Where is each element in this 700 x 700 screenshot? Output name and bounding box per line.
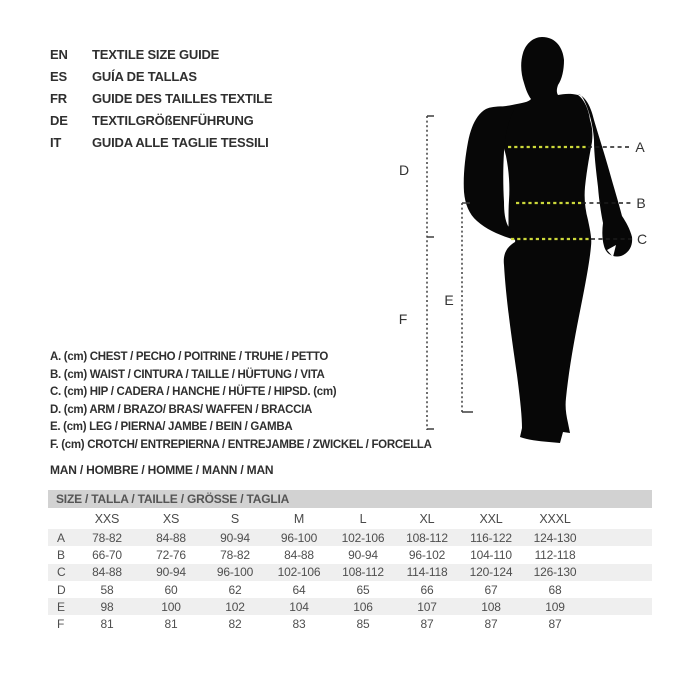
- size-table-title: SIZE / TALLA / TAILLE / GRÖSSE / TAGLIA: [48, 490, 652, 508]
- row-label: E: [57, 599, 66, 614]
- size-value-cell: 96-100: [216, 565, 254, 580]
- size-column-header: XS: [162, 511, 180, 526]
- size-column-header: XXXL: [539, 511, 571, 526]
- size-table-row: [48, 546, 652, 563]
- measure-label-arm: D: [398, 162, 410, 178]
- language-title: TEXTILE SIZE GUIDE: [92, 46, 220, 62]
- measurement-legend: [50, 349, 432, 454]
- language-code: FR: [50, 90, 67, 106]
- language-title: GUÍA DE TALLAS: [92, 68, 197, 84]
- row-label: F: [57, 617, 65, 632]
- language-row: [50, 65, 272, 87]
- language-code: ES: [50, 68, 67, 84]
- size-value-cell: 112-118: [534, 547, 576, 562]
- size-value-cell: 96-102: [408, 547, 446, 562]
- man-silhouette: [486, 37, 592, 443]
- legend-line: A. (cm) CHEST / PECHO / POITRINE / TRUHE / PETTO: [50, 351, 329, 363]
- row-label: B: [57, 547, 66, 562]
- size-value-cell: 87: [484, 617, 498, 632]
- size-value-cell: 66-70: [92, 547, 122, 562]
- size-value-cell: 102-106: [341, 530, 385, 545]
- size-value-cell: 84-88: [92, 565, 122, 580]
- size-value-cell: 72-76: [156, 547, 186, 562]
- size-value-cell: 96-100: [280, 530, 318, 545]
- language-title-list: [50, 43, 272, 153]
- size-table-row: [48, 529, 652, 546]
- size-value-cell: 65: [356, 582, 370, 597]
- language-title: GUIDE DES TAILLES TEXTILE: [92, 90, 273, 106]
- size-value-cell: 109: [545, 599, 565, 614]
- size-table-row: [48, 581, 652, 598]
- size-value-cell: 108: [481, 599, 501, 614]
- size-table-row: [48, 598, 652, 615]
- legend-line: F. (cm) CROTCH/ ENTREPIERNA / ENTREJAMBE / ZWICKEL / FORCELLA: [50, 438, 432, 451]
- measure-label-chest: A: [635, 139, 645, 155]
- size-column-header: XL: [419, 511, 435, 526]
- language-row: [50, 131, 272, 153]
- language-row: [50, 43, 272, 65]
- hand-notch: [607, 245, 616, 257]
- size-value-cell: 90-94: [220, 530, 250, 545]
- size-value-cell: 102-106: [277, 565, 321, 580]
- size-value-cell: 116-122: [470, 530, 512, 545]
- row-label: C: [57, 565, 66, 580]
- size-value-cell: 98: [100, 599, 114, 614]
- size-table: [48, 490, 652, 633]
- legend-line: E. (cm) LEG / PIERNA/ JAMBE / BEIN / GAMBA: [50, 421, 293, 433]
- size-value-cell: 64: [292, 582, 306, 597]
- legend-line: B. (cm) WAIST / CINTURA / TAILLE / HÜFTUNG / VITA: [50, 368, 325, 381]
- measure-label-waist: B: [636, 195, 646, 211]
- gender-line: MAN / HOMBRE / HOMME / MANN / MAN: [50, 463, 274, 477]
- size-value-cell: 68: [548, 582, 562, 597]
- legend-line: D. (cm) ARM / BRAZO/ BRAS/ WAFFEN / BRACCIA: [50, 403, 313, 416]
- size-column-header: XXS: [94, 511, 120, 526]
- language-code: IT: [50, 134, 62, 150]
- language-row: [50, 109, 272, 131]
- measure-label-leg: E: [444, 292, 454, 308]
- size-column-header: S: [230, 511, 240, 526]
- size-value-cell: 83: [292, 617, 306, 632]
- size-value-cell: 84-88: [284, 547, 314, 562]
- size-value-cell: 104-110: [470, 547, 512, 562]
- size-value-cell: 120-124: [469, 565, 513, 580]
- size-value-cell: 58: [100, 582, 114, 597]
- size-value-cell: 108-112: [342, 565, 384, 580]
- size-value-cell: 87: [420, 617, 434, 632]
- size-column-header: M: [293, 511, 305, 526]
- size-value-cell: 107: [417, 599, 437, 614]
- row-label: D: [57, 582, 66, 597]
- size-value-cell: 78-82: [92, 530, 122, 545]
- legend-line: C. (cm) HIP / CADERA / HANCHE / HÜFTE / HIPSD. (cm): [50, 386, 337, 398]
- size-value-cell: 126-130: [533, 565, 577, 580]
- size-value-cell: 84-88: [156, 530, 186, 545]
- language-code: EN: [50, 46, 68, 62]
- man-right-arm: [578, 94, 632, 257]
- language-title: TEXTILGRÖßENFÜHRUNG: [92, 112, 254, 128]
- size-value-cell: 81: [164, 617, 178, 632]
- size-value-cell: 78-82: [220, 547, 250, 562]
- size-value-cell: 87: [548, 617, 562, 632]
- size-value-cell: 67: [484, 582, 498, 597]
- size-value-cell: 102: [225, 599, 245, 614]
- size-column-header: L: [359, 511, 367, 526]
- size-value-cell: 62: [228, 582, 242, 597]
- size-table-row: [48, 564, 652, 581]
- size-value-cell: 100: [161, 599, 181, 614]
- language-row: [50, 87, 272, 109]
- measure-label-crotch: F: [398, 311, 408, 327]
- size-value-cell: 124-130: [533, 530, 577, 545]
- size-value-cell: 85: [356, 617, 370, 632]
- measure-label-hip: C: [636, 231, 648, 247]
- size-value-cell: 104: [289, 599, 309, 614]
- size-table-body: [48, 508, 652, 633]
- size-header-row: [48, 508, 652, 529]
- size-value-cell: 90-94: [348, 547, 378, 562]
- language-title: GUIDA ALLE TAGLIE TESSILI: [92, 134, 269, 150]
- size-value-cell: 82: [228, 617, 242, 632]
- size-value-cell: 60: [164, 582, 178, 597]
- size-value-cell: 90-94: [156, 565, 186, 580]
- row-label: A: [57, 530, 66, 545]
- size-table-row: [48, 615, 652, 632]
- size-value-cell: 106: [353, 599, 373, 614]
- size-value-cell: 66: [420, 582, 434, 597]
- size-value-cell: 114-118: [406, 565, 448, 580]
- language-code: DE: [50, 112, 68, 128]
- man-left-arm: [464, 106, 516, 240]
- size-value-cell: 81: [100, 617, 114, 632]
- size-column-header: XXL: [479, 511, 503, 526]
- size-value-cell: 108-112: [406, 530, 448, 545]
